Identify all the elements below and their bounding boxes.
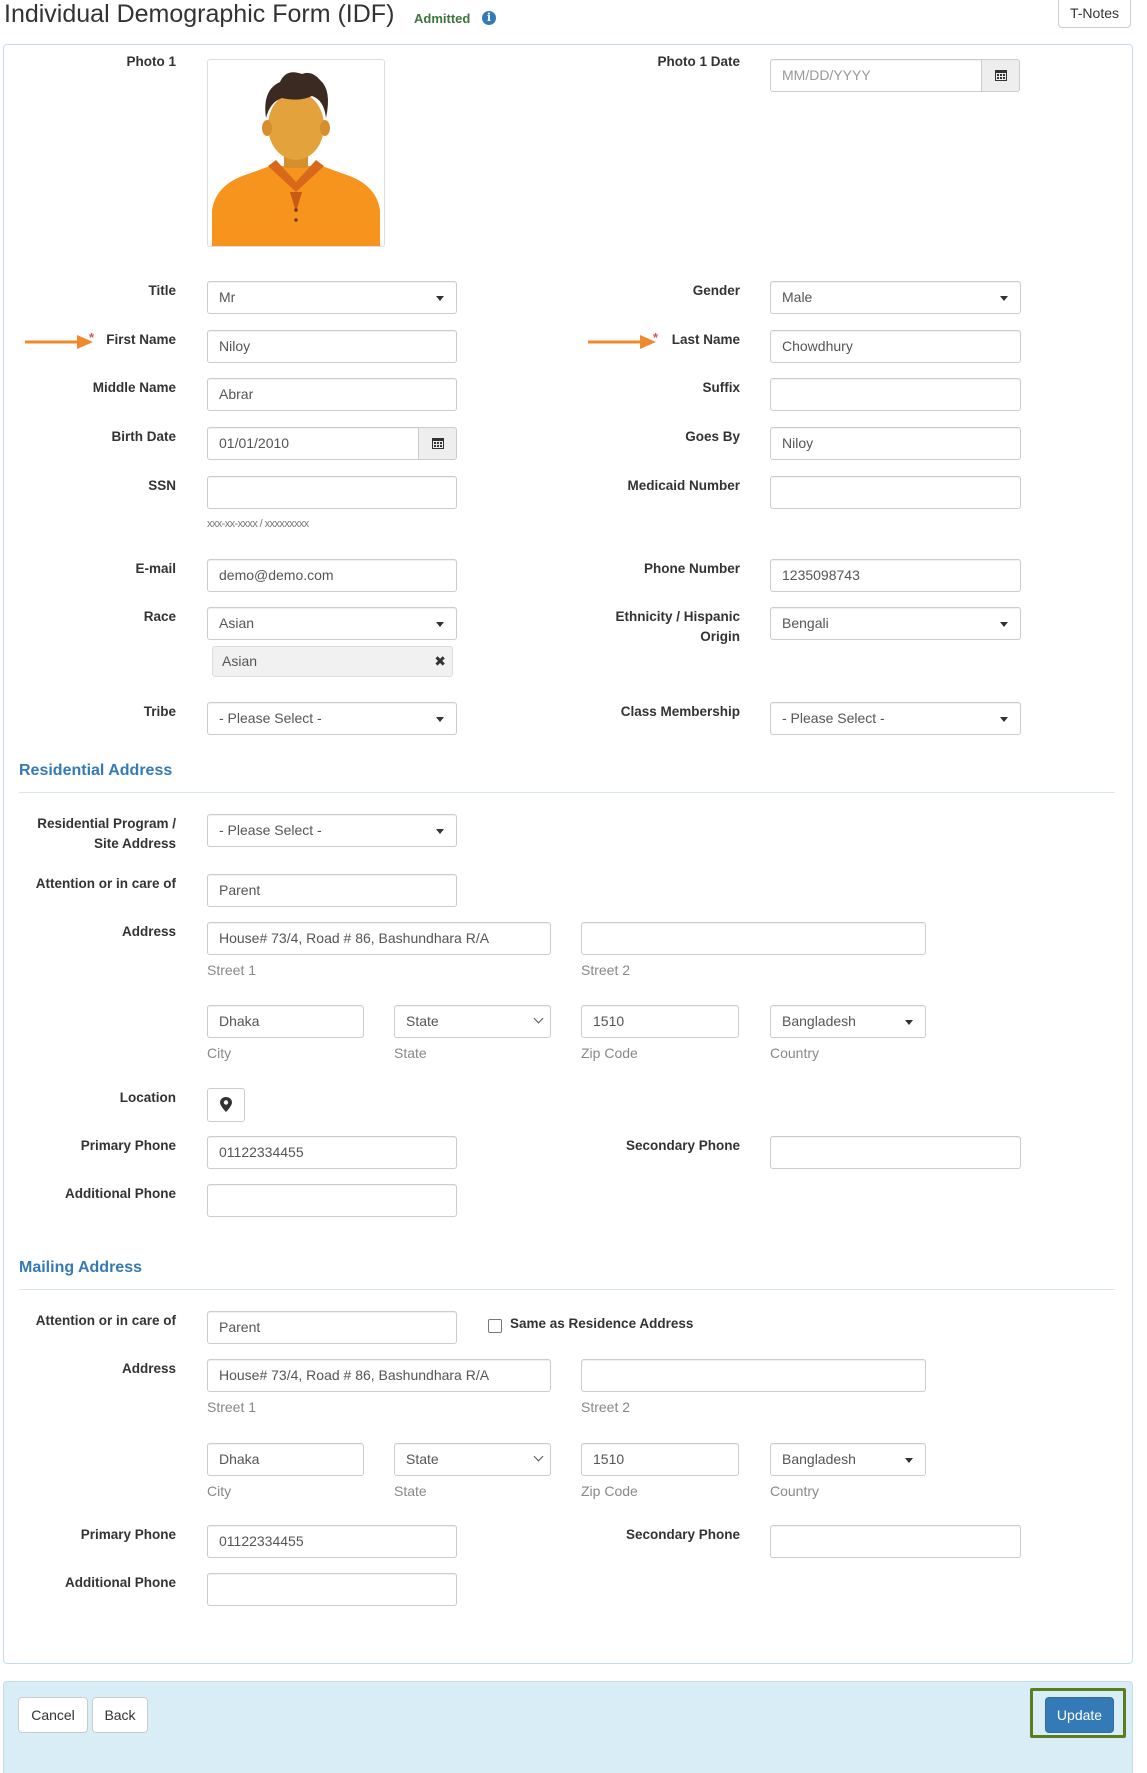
ethnicity-select-value: Bengali [782,615,829,631]
res-city-help: City [207,1045,232,1061]
mail-primary-phone-label: Primary Phone [80,1527,176,1542]
goes-by-label: Goes By [685,429,740,444]
chevron-down-icon [534,1452,544,1462]
back-button[interactable]: Back [92,1697,148,1733]
suffix-label: Suffix [702,380,740,395]
birth-date-input[interactable]: 01/01/2010 [207,427,419,460]
title-select[interactable] [207,281,457,314]
section-divider [19,792,1115,793]
page-title: Individual Demographic Form (IDF) [4,0,395,28]
last-name-label: Last Name [671,332,740,347]
residential-address-title: Residential Address [19,762,173,779]
class-membership-select[interactable] [770,702,1021,735]
res-primary-phone-input[interactable]: 01122334455 [207,1136,457,1169]
birth-date-label: Birth Date [111,429,176,444]
mail-additional-phone-label: Additional Phone [65,1575,176,1590]
mailing-address-title: Mailing Address [19,1259,142,1276]
mail-country-help: Country [770,1483,820,1499]
caret-down-icon [1000,296,1008,301]
phone-number-input[interactable]: 1235098743 [770,559,1021,592]
res-street1-help: Street 1 [207,962,257,978]
info-icon[interactable]: i [482,11,496,25]
res-state-help: State [394,1045,427,1061]
gender-label: Gender [692,283,740,298]
race-tag-label: Asian [222,653,258,669]
ssn-format-hint: xxx-xx-xxxx / xxxxxxxxx [207,518,309,530]
mail-state-help: State [394,1483,427,1499]
mail-street2-input[interactable] [581,1359,926,1392]
caret-down-icon [1000,717,1008,722]
photo-date-label: Photo 1 Date [657,54,740,69]
middle-name-label: Middle Name [92,380,176,395]
status-badge: Admitted [414,11,471,26]
mail-zip-help: Zip Code [581,1483,638,1499]
caret-down-icon [905,1458,913,1463]
residential-program-label-line1: Residential Program / [37,816,176,831]
mail-additional-phone-input[interactable] [207,1573,457,1606]
photo-label: Photo 1 [126,54,176,69]
caret-down-icon [1000,622,1008,627]
mail-attention-label: Attention or in care of [35,1313,176,1328]
res-attention-label: Attention or in care of [35,876,176,891]
res-attention-input[interactable]: Parent [207,874,457,907]
suffix-input[interactable] [770,378,1021,411]
section-divider [19,1289,1115,1290]
gender-select[interactable] [770,281,1021,314]
form-footer [3,1681,1133,1773]
race-select-value: Asian [219,615,255,631]
class-membership-select-value: - Please Select - [782,710,885,726]
mail-city-input[interactable]: Dhaka [207,1443,364,1476]
mail-attention-input[interactable]: Parent [207,1311,457,1344]
res-country-select[interactable] [770,1005,926,1038]
res-primary-phone-label: Primary Phone [80,1138,176,1153]
race-select[interactable] [207,607,457,640]
location-button[interactable] [207,1088,245,1122]
medicaid-input[interactable] [770,476,1021,509]
ethnicity-label [561,607,740,647]
calendar-button[interactable] [981,59,1020,92]
res-state-value: State [406,1013,439,1029]
residential-program-label-line2: Site Address [93,836,176,851]
mail-address-label: Address [121,1361,176,1376]
email-input[interactable]: demo@demo.com [207,559,457,592]
mail-primary-phone-input[interactable]: 01122334455 [207,1525,457,1558]
res-additional-phone-label: Additional Phone [65,1186,176,1201]
phone-number-label: Phone Number [643,561,740,576]
residential-program-select[interactable] [207,814,457,847]
title-label: Title [148,283,176,298]
required-asterisk: * [653,330,659,345]
res-zip-help: Zip Code [581,1045,638,1061]
caret-down-icon [436,296,444,301]
tribe-select-value: - Please Select - [219,710,322,726]
res-secondary-phone-label: Secondary Phone [625,1138,740,1153]
caret-down-icon [436,829,444,834]
res-secondary-phone-input[interactable] [770,1136,1021,1169]
residential-program-value: - Please Select - [219,822,322,838]
calendar-icon [419,428,456,459]
ethnicity-label-line2: Origin [700,629,740,644]
ethnicity-label-line1: Ethnicity / Hispanic [615,609,740,624]
email-label: E-mail [135,561,176,576]
res-city-input[interactable]: Dhaka [207,1005,364,1038]
gender-select-value: Male [782,289,813,305]
caret-down-icon [436,717,444,722]
first-name-label: First Name [106,332,176,347]
ssn-label: SSN [148,478,176,493]
mail-state-value: State [406,1451,439,1467]
res-country-help: Country [770,1045,820,1061]
goes-by-input[interactable]: Niloy [770,427,1021,460]
mail-country-value: Bangladesh [782,1451,856,1467]
tnotes-button[interactable]: T-Notes [1058,0,1131,28]
mail-street2-help: Street 2 [581,1399,631,1415]
class-membership-label: Class Membership [620,704,740,719]
mail-secondary-phone-label: Secondary Phone [625,1527,740,1542]
map-marker-icon [208,1089,244,1121]
medicaid-label: Medicaid Number [627,478,740,493]
calendar-icon [982,60,1019,91]
chevron-down-icon [534,1014,544,1024]
same-as-residence-checkbox[interactable] [488,1319,502,1333]
res-additional-phone-input[interactable] [207,1184,457,1217]
mail-country-select[interactable] [770,1443,926,1476]
required-asterisk: * [89,330,95,345]
cancel-button[interactable]: Cancel [18,1697,88,1733]
birth-date-calendar-button[interactable] [418,427,457,460]
arrow-right-icon [25,333,95,351]
mail-secondary-phone-input[interactable] [770,1525,1021,1558]
caret-down-icon [436,622,444,627]
photo-date-input[interactable]: MM/DD/YYYY [770,59,982,92]
res-state-select[interactable] [394,1005,551,1038]
person-avatar-icon [208,60,384,246]
race-label: Race [143,609,176,624]
last-name-input[interactable]: Chowdhury [770,330,1021,363]
update-button[interactable]: Update [1045,1697,1114,1733]
res-street2-help: Street 2 [581,962,631,978]
res-zip-input[interactable]: 1510 [581,1005,739,1038]
race-tag [212,646,453,677]
photo-frame[interactable] [207,59,385,247]
location-label: Location [119,1090,176,1105]
title-select-value: Mr [219,289,236,305]
mail-street1-input[interactable]: House# 73/4, Road # 86, Bashundhara R/A [207,1359,551,1392]
res-street2-input[interactable] [581,922,926,955]
mail-zip-input[interactable]: 1510 [581,1443,739,1476]
res-country-value: Bangladesh [782,1013,856,1029]
first-name-input[interactable]: Niloy [207,330,457,363]
middle-name-input[interactable]: Abrar [207,378,457,411]
same-as-residence-label[interactable]: Same as Residence Address [510,1316,694,1331]
res-street1-input[interactable]: House# 73/4, Road # 86, Bashundhara R/A [207,922,551,955]
close-icon[interactable]: ✖ [434,653,446,669]
caret-down-icon [905,1020,913,1025]
mail-city-help: City [207,1483,232,1499]
ssn-input[interactable] [207,476,457,509]
arrow-right-icon [588,333,658,351]
mail-street1-help: Street 1 [207,1399,257,1415]
res-address-label: Address [121,924,176,939]
tribe-select[interactable] [207,702,457,735]
tribe-label: Tribe [143,704,176,719]
mail-state-select[interactable] [394,1443,551,1476]
ethnicity-select[interactable] [770,607,1021,640]
residential-program-label [14,814,176,854]
